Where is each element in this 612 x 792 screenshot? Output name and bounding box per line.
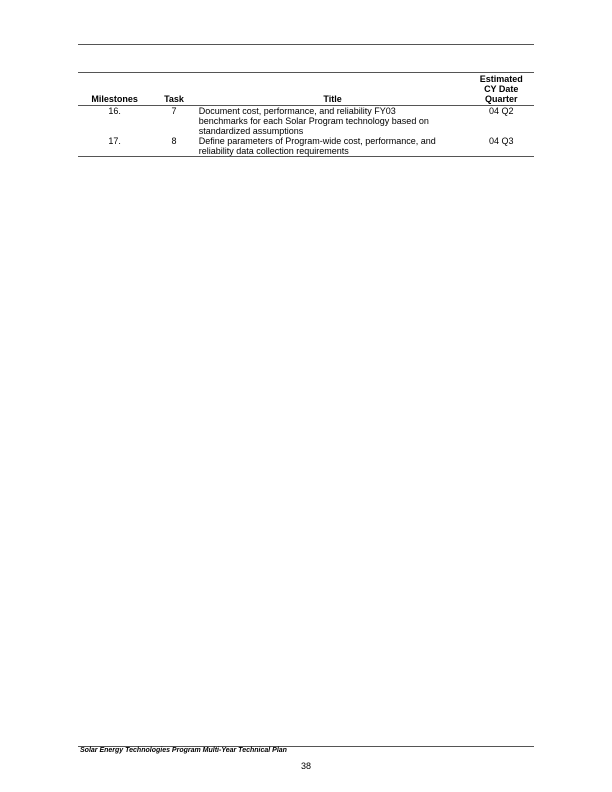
- milestone-table: [78, 72, 534, 157]
- milestone-number: 16.: [108, 106, 121, 116]
- estimated-date: 04 Q2: [488, 106, 514, 116]
- milestone-number: 17.: [108, 136, 121, 146]
- title-line: benchmarks for each Solar Program technology based on: [198, 116, 429, 126]
- header-rule: [78, 44, 534, 45]
- title-line: standardized assumptions: [198, 126, 304, 136]
- table-row: [78, 136, 534, 157]
- estimated-date: 04 Q3: [488, 136, 514, 146]
- header-task: Task: [164, 94, 184, 104]
- title-line: reliability data collection requirements: [198, 146, 349, 156]
- title-line: Define parameters of Program-wide cost, performance, and: [198, 136, 436, 146]
- milestone-title: [197, 136, 469, 157]
- header-milestones: Milestones: [91, 94, 138, 104]
- header-date-line2: CY Date: [484, 84, 519, 94]
- footer-document-title: Solar Energy Technologies Program Multi-Year Technical Plan: [80, 747, 287, 754]
- page-number: 38: [300, 761, 311, 771]
- header-date-line3: Quarter: [484, 94, 518, 104]
- task-number: 8: [171, 136, 177, 146]
- task-number: 7: [171, 106, 177, 116]
- title-line: Document cost, performance, and reliability FY03: [198, 106, 396, 116]
- milestone-title: [197, 106, 469, 137]
- table-row: [78, 106, 534, 137]
- header-estimated-date: [469, 73, 535, 106]
- table-header-row: [78, 73, 534, 106]
- header-title: Title: [323, 94, 342, 104]
- header-date-line1: Estimated: [479, 74, 523, 84]
